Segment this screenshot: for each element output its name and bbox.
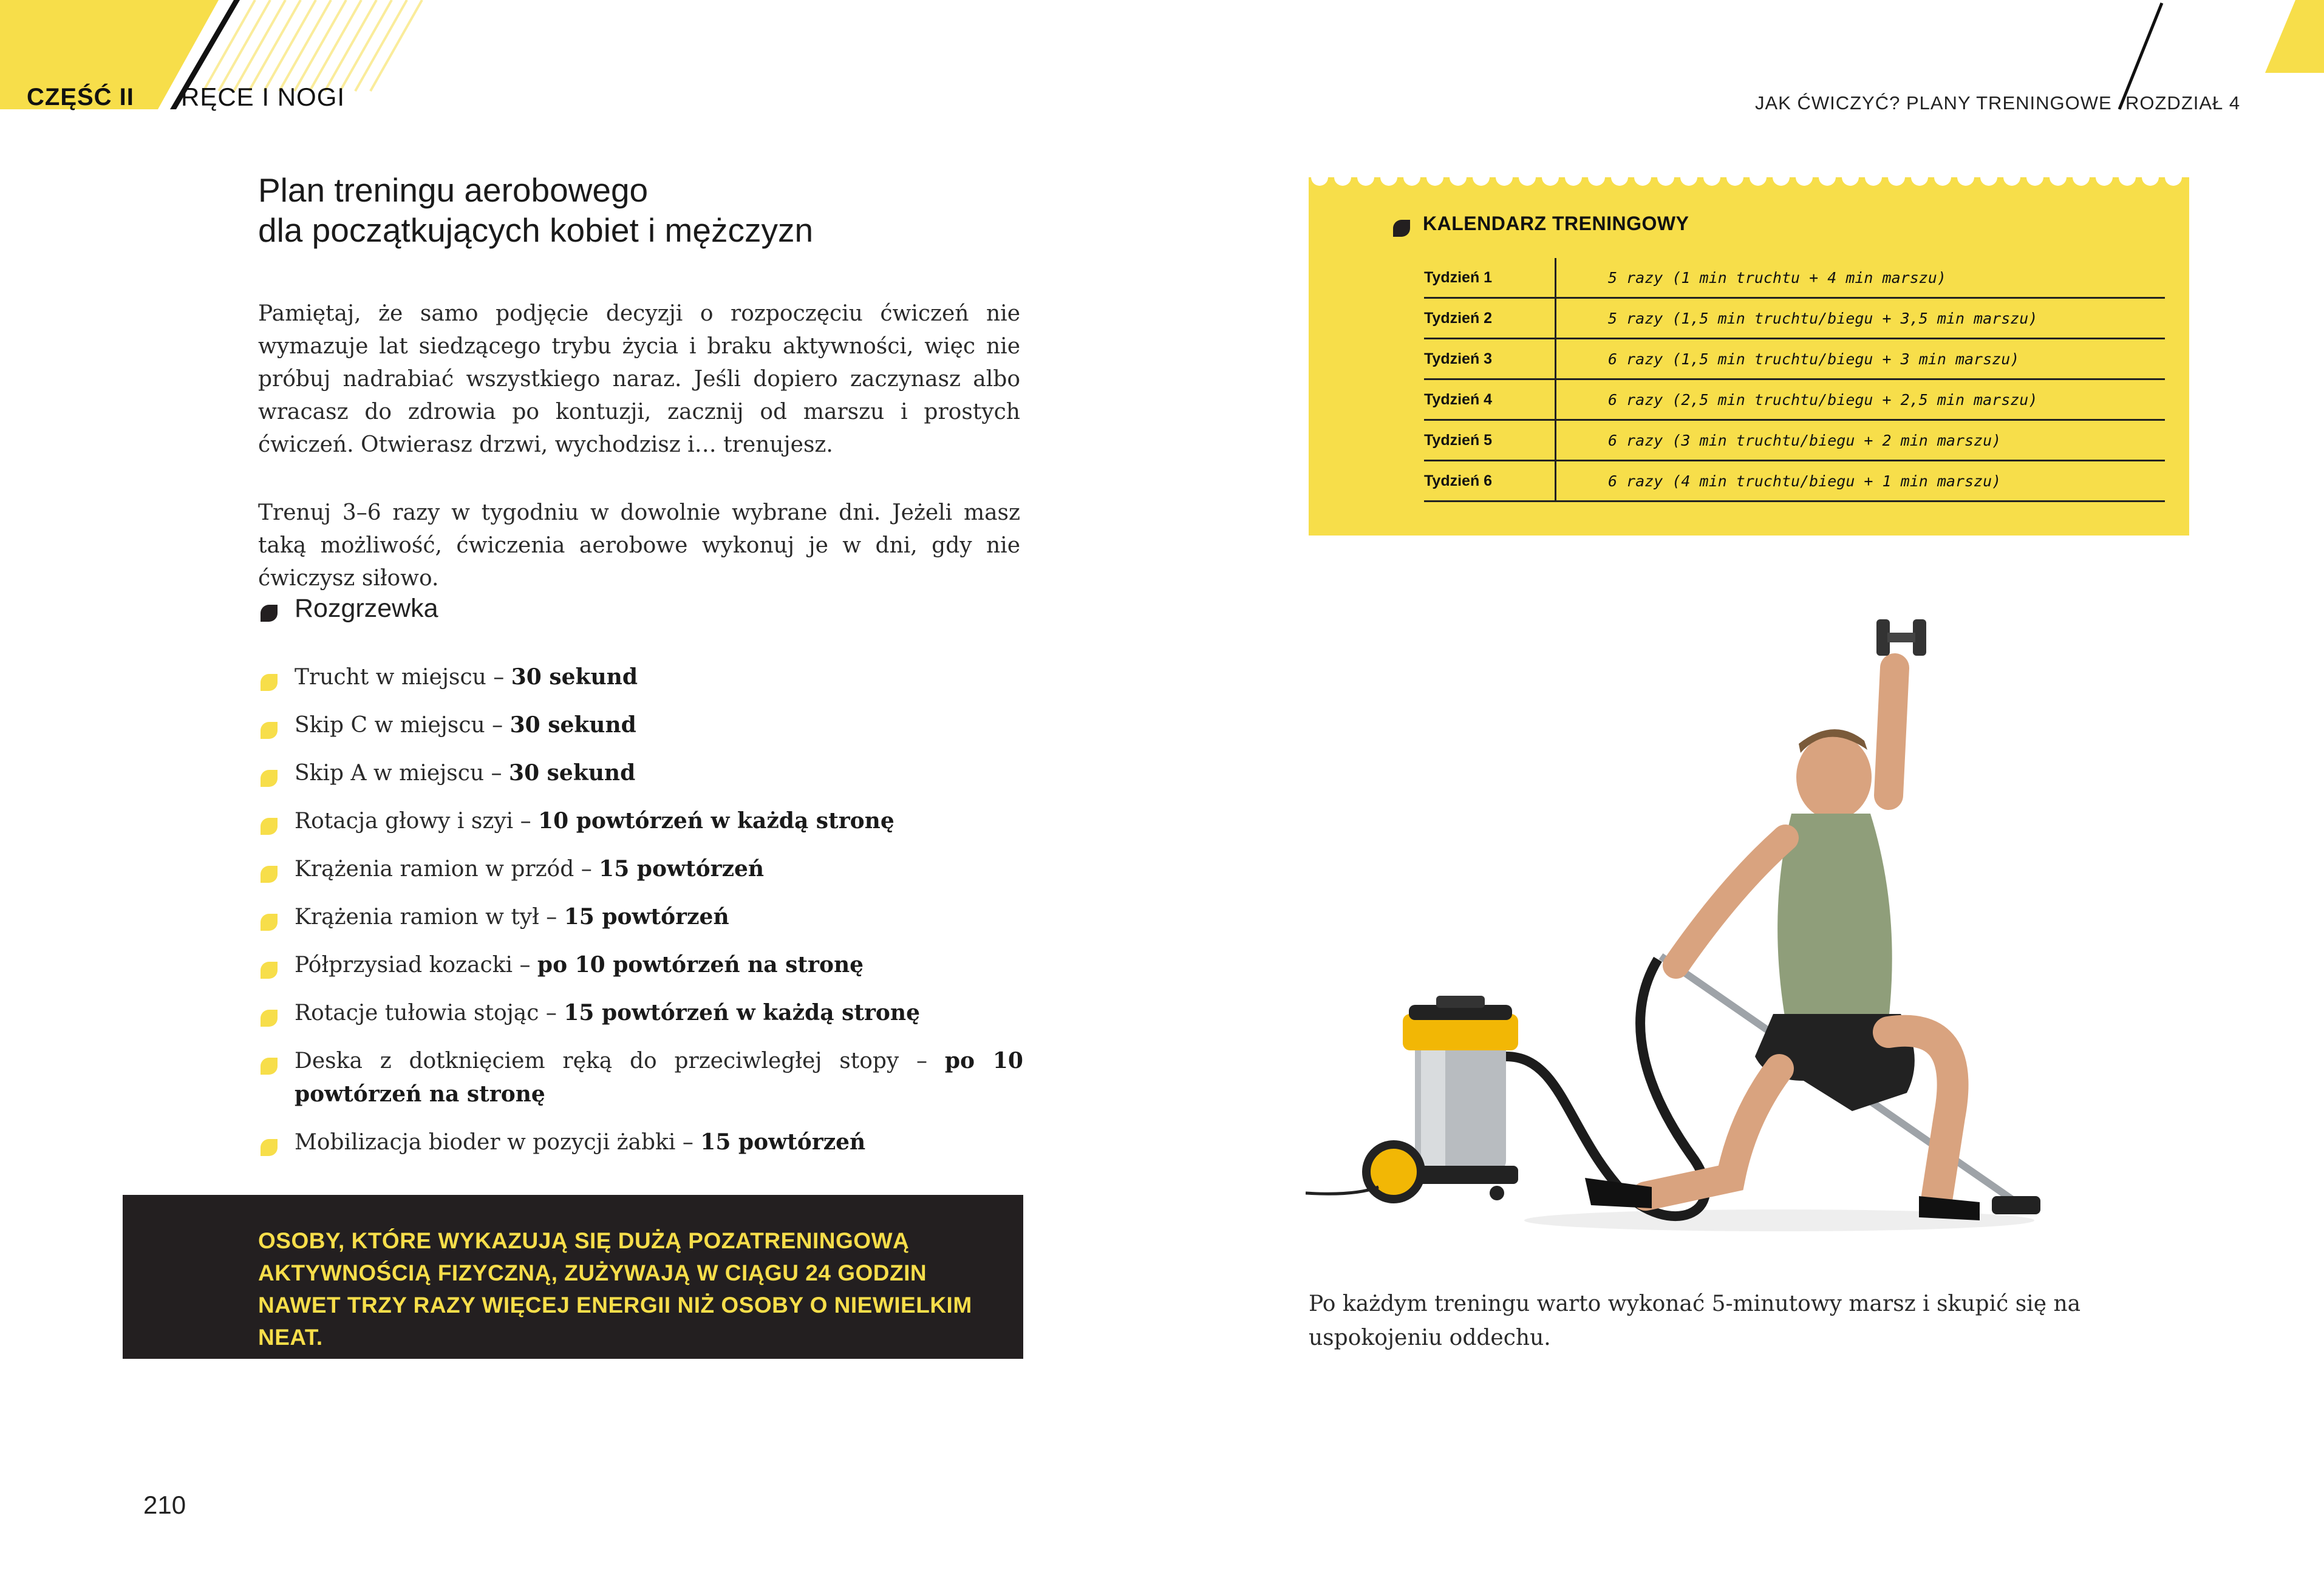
exercise-amount: 30 sekund: [509, 712, 636, 738]
calendar-row: [1424, 420, 2165, 461]
exercise-name: Skip A w miejscu –: [295, 761, 509, 786]
exercise-amount: 10 powtórzeń w każdą stronę: [538, 808, 895, 834]
yellow-leaf-bullet-icon: [258, 767, 280, 789]
exercise-name: Półprzysiad kozacki –: [295, 953, 537, 978]
calendar-plan: 6 razy (3 min truchtu/biegu + 2 min marszu): [1556, 420, 2166, 461]
exercise-amount: po 10 powtórzeń na stronę: [537, 952, 864, 978]
exercise-amount: 30 sekund: [509, 760, 636, 786]
exercise-name: Rotacje tułowia stojąc –: [295, 1001, 564, 1025]
calendar-row: [1424, 461, 2165, 502]
exercise-name: Krążenia ramion w tył –: [295, 905, 564, 930]
calendar-week: Tydzień 1: [1424, 258, 1556, 298]
exercise-amount: 15 powtórzeń w każdą stronę: [564, 1000, 920, 1025]
leaf-bullet-icon: [1391, 217, 1412, 239]
warmup-heading-label: Rozgrzewka: [295, 594, 438, 623]
page-number: 210: [143, 1491, 186, 1519]
exercise-item: [258, 757, 1023, 790]
page-title-line-1: Plan treningu aerobowego: [258, 171, 649, 209]
page-title-line-2: dla początkujących kobiet i mężczyzn: [258, 211, 814, 249]
calendar-plan: 6 razy (4 min truchtu/biegu + 1 min marszu): [1556, 461, 2166, 502]
calendar-title: KALENDARZ TRENINGOWY: [1423, 213, 1689, 234]
calendar-plan: 6 razy (1,5 min truchtu/biegu + 3 min marszu): [1556, 339, 2166, 379]
yellow-leaf-bullet-icon: [258, 815, 280, 837]
exercise-name: Trucht w miejscu –: [295, 665, 511, 690]
calendar-week: Tydzień 5: [1424, 420, 1556, 461]
calendar-plan: 6 razy (2,5 min truchtu/biegu + 2,5 min marszu): [1556, 379, 2166, 420]
exercise-item: [258, 1044, 1023, 1111]
exercise-amount: po 10 powtórzeń na stronę: [295, 1048, 1023, 1107]
exercise-name: Skip C w miejscu –: [295, 713, 510, 738]
yellow-leaf-bullet-icon: [258, 1137, 280, 1158]
chapter-number: ROZDZIAŁ 4: [2125, 92, 2241, 114]
yellow-leaf-bullet-icon: [258, 911, 280, 933]
exercise-amount: 15 powtórzeń: [564, 904, 729, 930]
exercise-list: [258, 661, 1023, 1174]
exercise-photo: [1306, 595, 2071, 1257]
photo-caption: Po każdym treningu warto wykonać 5-minutowy marsz i skupić się na uspokojeniu oddechu.: [1309, 1291, 2081, 1350]
exercise-name: Deska z dotknięciem ręką do przeciwległej stopy –: [295, 1049, 945, 1073]
exercise-amount: 30 sekund: [511, 664, 638, 690]
frequency-paragraph: Trenuj 3–6 razy w tygodniu w dowolnie wybrane dni. Jeżeli masz taką możliwość, ćwiczenia aerobowe wykonuj je w dni, gdy nie ćwiczysz siłowo.: [258, 500, 1020, 591]
vacuum-cleaner-image: [1306, 996, 1518, 1200]
exercise-name: Krążenia ramion w przód –: [295, 857, 599, 882]
man-exercising-image: [1585, 619, 1980, 1220]
calendar-week: Tydzień 6: [1424, 461, 1556, 502]
yellow-leaf-bullet-icon: [258, 959, 280, 981]
part-title: RĘCE I NOGI: [181, 83, 346, 111]
leaf-bullet-icon: [258, 602, 280, 624]
yellow-leaf-bullet-icon: [258, 863, 280, 885]
calendar-plan: 5 razy (1 min truchtu + 4 min marszu): [1556, 258, 2166, 298]
exercise-item: [258, 804, 1023, 838]
calendar-week: Tydzień 4: [1424, 379, 1556, 420]
part-label: CZĘŚĆ II: [27, 84, 134, 111]
neat-callout-text: OSOBY, KTÓRE WYKAZUJĄ SIĘ DUŻĄ POZATRENINGOWĄ AKTYWNOŚCIĄ FIZYCZNĄ, ZUŻYWAJĄ W CIĄGU 24 GODZIN NAWET TRZY RAZY WIĘCEJ ENERGII NIŻ OSOBY O NIEWIELKIM NEAT.: [258, 1228, 972, 1350]
exercise-name: Rotacja głowy i szyi –: [295, 809, 539, 834]
calendar-week: Tydzień 3: [1424, 339, 1556, 379]
yellow-leaf-bullet-icon: [258, 719, 280, 741]
calendar-row: [1424, 379, 2165, 420]
chapter-topic: JAK ĆWICZYĆ? PLANY TRENINGOWE: [1755, 92, 2112, 114]
calendar-week: Tydzień 2: [1424, 298, 1556, 339]
calendar-row: [1424, 258, 2165, 298]
exercise-item: [258, 900, 1023, 934]
exercise-item: [258, 852, 1023, 886]
exercise-amount: 15 powtórzeń: [599, 856, 765, 882]
exercise-item: [258, 709, 1023, 742]
exercise-name: Mobilizacja bioder w pozycji żabki –: [295, 1130, 701, 1155]
page-title: [258, 170, 1048, 250]
exercise-amount: 15 powtórzeń: [700, 1129, 866, 1155]
exercise-item: [258, 661, 1023, 694]
exercise-item: [258, 1126, 1023, 1159]
exercise-item: [258, 948, 1023, 982]
yellow-leaf-bullet-icon: [258, 1055, 280, 1077]
calendar-row: [1424, 339, 2165, 379]
calendar-plan: 5 razy (1,5 min truchtu/biegu + 3,5 min marszu): [1556, 298, 2166, 339]
training-calendar-table: [1424, 258, 2165, 502]
calendar-row: [1424, 298, 2165, 339]
yellow-leaf-bullet-icon: [258, 1007, 280, 1029]
exercise-item: [258, 996, 1023, 1030]
yellow-leaf-bullet-icon: [258, 672, 280, 693]
intro-paragraph: Pamiętaj, że samo podjęcie decyzji o rozpoczęciu ćwiczeń nie wymazuje lat siedzącego trybu życia i braku aktywności, więc nie próbuj nadrabiać wszystkiego naraz. Jeśli dopiero zaczynasz albo wracasz do zdrowia po kontuzji, zacznij od marszu i prostych ćwiczeń. Otwierasz drzwi, wychodzisz i… trenujesz.: [258, 301, 1020, 457]
